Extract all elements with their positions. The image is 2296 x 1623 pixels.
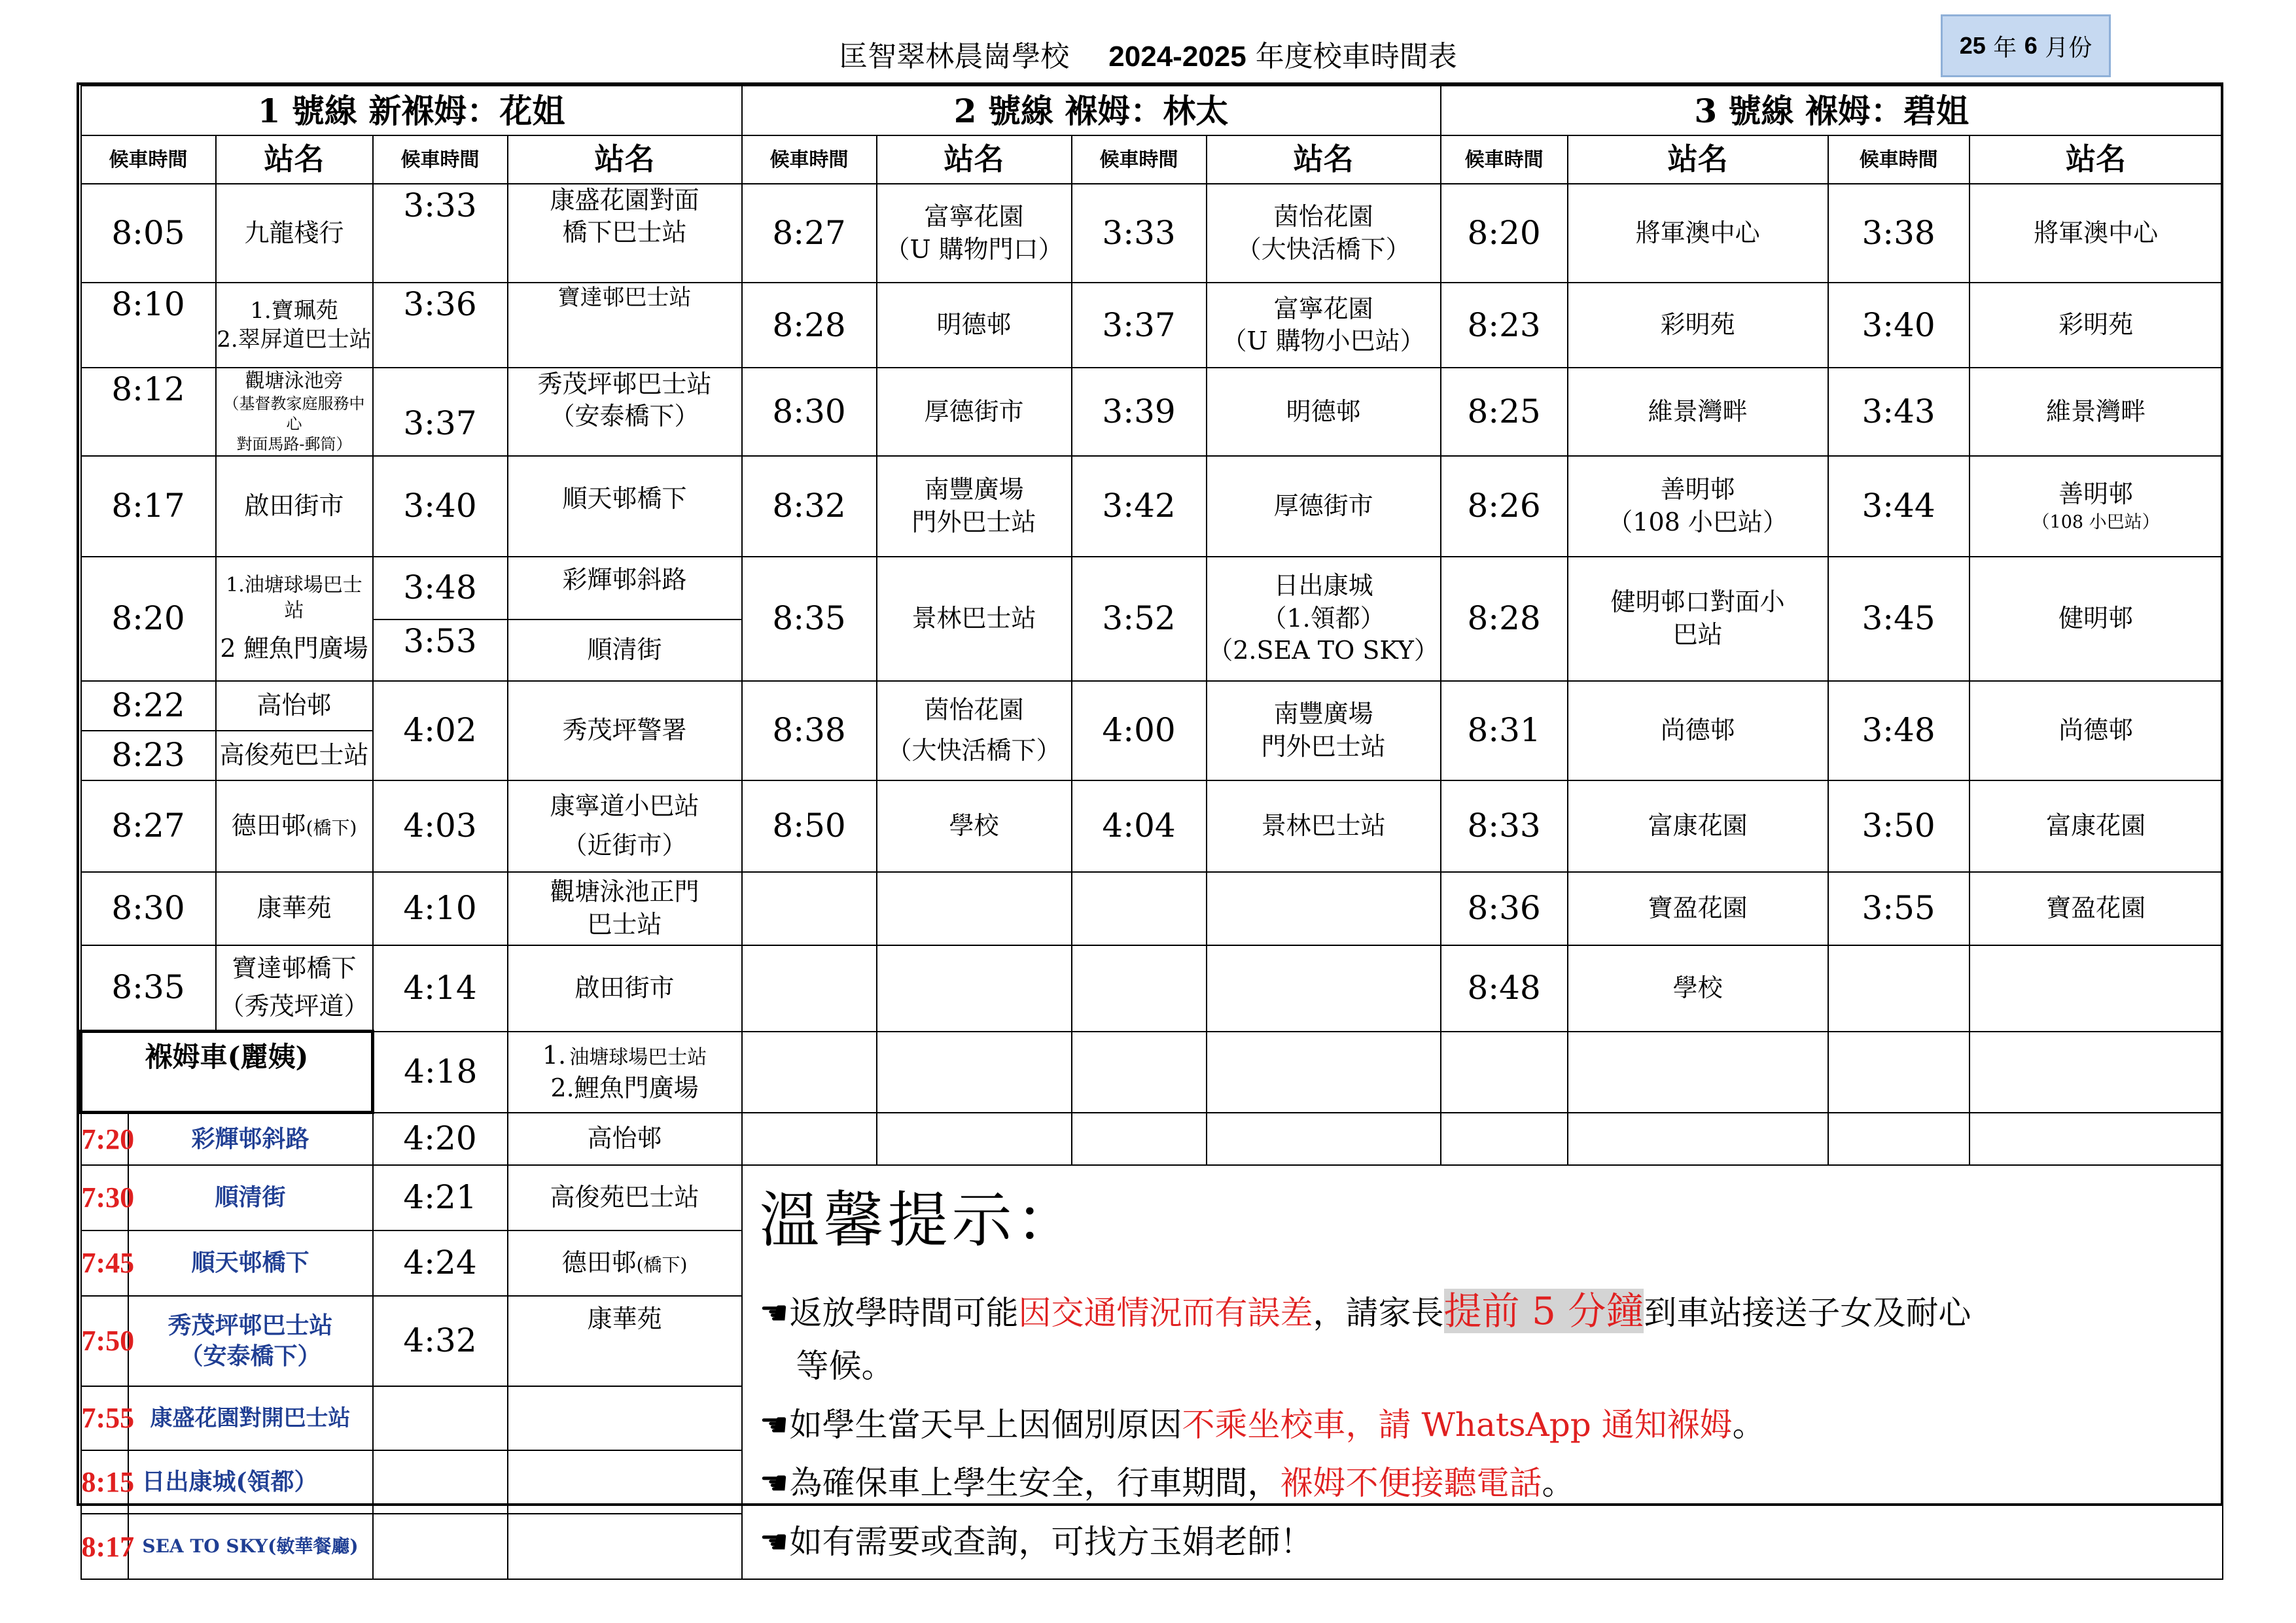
pointing-hand-icon: ☚ <box>759 1522 789 1561</box>
r1-am-time: 8:17 <box>81 456 216 557</box>
r1-am-stop: 1.油塘球場巴士站 2 鯉魚門廣場 <box>216 557 373 681</box>
r3-am-stop: 將軍澳中心 <box>1568 184 1828 283</box>
empty-cell <box>877 1113 1072 1165</box>
r1-pm-stop: 1. 油塘球場巴士站 2.鯉魚門廣場 <box>508 1032 742 1113</box>
note-4: ☚如有需要或查詢，可找方玉娟老師！ <box>760 1520 2222 1565</box>
r1-pm-time: 3:53 <box>373 620 508 681</box>
r1-am-time: 8:35 <box>81 945 216 1032</box>
empty-cell <box>508 1450 742 1514</box>
table-row <box>81 368 2223 456</box>
pointing-hand-icon: ☚ <box>759 1294 789 1333</box>
r1-am-time: 8:05 <box>81 184 216 283</box>
empty-cell <box>742 872 877 945</box>
r1-am-stop: 康華苑 <box>216 872 373 945</box>
route-header-row <box>81 86 2223 135</box>
month-badge: 25 年 6 月份 <box>1941 14 2111 77</box>
r1-am-stop: 九龍棧行 <box>216 184 373 283</box>
r1-pm-time: 3:36 <box>373 283 508 368</box>
r2-pm-stop: 富寧花園 （U 購物小巴站） <box>1207 283 1441 368</box>
col-stop: 站名 <box>1207 135 1441 184</box>
r3-pm-stop: 將軍澳中心 <box>1969 184 2223 283</box>
r2-am-stop: 學校 <box>877 780 1072 872</box>
r3-pm-time: 3:38 <box>1828 184 1969 283</box>
r2-pm-stop: 明德邨 <box>1207 368 1441 456</box>
nanny-stop: SEA TO SKY(敏華餐廳) <box>128 1514 373 1579</box>
route-3-header: 3 號線 褓姆：碧姐 <box>1441 86 2223 135</box>
r1-am-time: 8:27 <box>81 780 216 872</box>
table-row <box>81 872 2223 945</box>
r1-am-time: 8:10 <box>81 283 216 368</box>
empty-cell <box>1441 1032 1568 1113</box>
nanny-stop: 康盛花園對開巴士站 <box>128 1386 373 1450</box>
r3-pm-stop: 尚德邨 <box>1969 681 2223 780</box>
col-stop: 站名 <box>216 135 373 184</box>
r1-pm-stop: 康寧道小巴站 （近街市） <box>508 780 742 872</box>
table-row <box>81 456 2223 557</box>
empty-cell <box>1207 872 1441 945</box>
empty-cell <box>1828 1032 1969 1113</box>
empty-cell <box>1828 945 1969 1032</box>
r1-pm-stop: 彩輝邨斜路 <box>508 557 742 620</box>
school-name: 匡智翠林晨崗學校 <box>839 40 1070 73</box>
empty-cell <box>1969 1032 2223 1113</box>
table-row <box>81 1165 2223 1230</box>
r2-pm-time: 3:52 <box>1072 557 1207 681</box>
r3-am-stop: 維景灣畔 <box>1568 368 1828 456</box>
r3-am-time: 8:20 <box>1441 184 1568 283</box>
r3-am-time: 8:28 <box>1441 557 1568 681</box>
r3-am-stop: 寶盈花園 <box>1568 872 1828 945</box>
r3-am-time: 8:31 <box>1441 681 1568 780</box>
col-stop: 站名 <box>1568 135 1828 184</box>
r1-pm-stop: 順清街 <box>508 620 742 681</box>
nanny-stop: 順清街 <box>128 1165 373 1230</box>
empty-cell <box>742 1113 877 1165</box>
r2-pm-time: 4:04 <box>1072 780 1207 872</box>
r1-pm-time: 4:24 <box>373 1230 508 1296</box>
col-time: 候車時間 <box>373 135 508 184</box>
r2-am-time: 8:30 <box>742 368 877 456</box>
r2-am-stop: 富寧花園 （U 購物門口） <box>877 184 1072 283</box>
r2-pm-time: 3:33 <box>1072 184 1207 283</box>
col-time: 候車時間 <box>1072 135 1207 184</box>
r3-pm-stop: 健明邨 <box>1969 557 2223 681</box>
col-stop: 站名 <box>508 135 742 184</box>
nanny-time: 8:15 <box>81 1450 128 1514</box>
r3-pm-time: 3:48 <box>1828 681 1969 780</box>
nanny-stop: 秀茂坪邨巴士站 （安泰橋下） <box>128 1296 373 1386</box>
school-year: 2024-2025 <box>1108 41 1246 73</box>
r2-pm-stop: 景林巴士站 <box>1207 780 1441 872</box>
note-2: ☚如學生當天早上因個別原因不乘坐校車，請 WhatsApp 通知褓姆。 <box>760 1403 2222 1448</box>
empty-cell <box>1969 1113 2223 1165</box>
nanny-time: 7:20 <box>81 1113 128 1165</box>
r3-pm-time: 3:44 <box>1828 456 1969 557</box>
r2-pm-stop: 南豐廣場 門外巴士站 <box>1207 681 1441 780</box>
r1-pm-stop: 秀茂坪警署 <box>508 681 742 780</box>
r1-pm-stop: 德田邨(橋下) <box>508 1230 742 1296</box>
r2-pm-stop: 厚德街市 <box>1207 456 1441 557</box>
route-1-header: 1 號線 新褓姆：花姐 <box>81 86 742 135</box>
r1-am-time: 8:22 <box>81 681 216 731</box>
r2-am-stop: 明德邨 <box>877 283 1072 368</box>
r1-pm-time: 4:02 <box>373 681 508 780</box>
r2-pm-stop: 茵怡花園 （大快活橋下） <box>1207 184 1441 283</box>
col-time: 候車時間 <box>1441 135 1568 184</box>
empty-cell <box>1072 872 1207 945</box>
table-row <box>81 557 2223 620</box>
r1-pm-time: 4:32 <box>373 1296 508 1386</box>
r3-pm-time: 3:45 <box>1828 557 1969 681</box>
table-row <box>81 1113 2223 1165</box>
empty-cell <box>877 945 1072 1032</box>
empty-cell <box>877 1032 1072 1113</box>
r2-am-stop: 南豐廣場 門外巴士站 <box>877 456 1072 557</box>
r3-am-stop: 學校 <box>1568 945 1828 1032</box>
r2-pm-time: 4:00 <box>1072 681 1207 780</box>
empty-cell <box>1072 1032 1207 1113</box>
r3-am-stop: 彩明苑 <box>1568 283 1828 368</box>
r3-am-time: 8:36 <box>1441 872 1568 945</box>
r1-am-stop: 觀塘泳池旁 （基督教家庭服務中心 對面馬路-郵筒） <box>216 368 373 456</box>
empty-cell <box>373 1514 508 1579</box>
r2-am-time: 8:50 <box>742 780 877 872</box>
nanny-time: 7:45 <box>81 1230 128 1296</box>
r1-pm-time: 3:37 <box>373 368 508 456</box>
r3-am-time: 8:23 <box>1441 283 1568 368</box>
empty-cell <box>1828 1113 1969 1165</box>
r1-pm-time: 3:40 <box>373 456 508 557</box>
col-time: 候車時間 <box>742 135 877 184</box>
r1-pm-stop: 康盛花園對面 橋下巴士站 <box>508 184 742 283</box>
empty-cell <box>373 1386 508 1450</box>
col-time: 候車時間 <box>1828 135 1969 184</box>
table-row <box>81 1032 2223 1113</box>
r3-pm-time: 3:55 <box>1828 872 1969 945</box>
r1-pm-stop: 觀塘泳池正門 巴士站 <box>508 872 742 945</box>
pointing-hand-icon: ☚ <box>759 1464 789 1503</box>
empty-cell <box>742 1032 877 1113</box>
r1-am-time: 8:23 <box>81 731 216 780</box>
nanny-time: 7:30 <box>81 1165 128 1230</box>
r3-am-time: 8:33 <box>1441 780 1568 872</box>
route-2-header: 2 號線 褓姆：林太 <box>742 86 1441 135</box>
r3-am-stop: 健明邨口對面小 巴站 <box>1568 557 1828 681</box>
empty-cell <box>508 1386 742 1450</box>
r2-am-stop: 景林巴士站 <box>877 557 1072 681</box>
r3-pm-stop: 善明邨 （108 小巴站） <box>1969 456 2223 557</box>
empty-cell <box>1072 945 1207 1032</box>
r2-am-time: 8:35 <box>742 557 877 681</box>
nanny-stop: 日出康城(領都） <box>128 1450 373 1514</box>
column-header-row <box>81 135 2223 184</box>
r3-pm-stop: 維景灣畔 <box>1969 368 2223 456</box>
empty-cell <box>1207 1113 1441 1165</box>
empty-cell <box>1207 945 1441 1032</box>
r2-am-time: 8:28 <box>742 283 877 368</box>
notes-title: 溫馨提示： <box>759 1185 1080 1255</box>
r1-pm-time: 4:03 <box>373 780 508 872</box>
r1-am-time: 8:30 <box>81 872 216 945</box>
r1-pm-stop: 秀茂坪邨巴士站 （安泰橋下） <box>508 368 742 456</box>
r3-pm-time: 3:50 <box>1828 780 1969 872</box>
r3-am-stop: 富康花園 <box>1568 780 1828 872</box>
note-1: ☚返放學時間可能因交通情況而有誤差，請家長提前 5 分鐘到車站接送子女及耐心 <box>760 1285 2222 1336</box>
r1-pm-stop: 順天邨橋下 <box>508 456 742 557</box>
r2-am-time: 8:32 <box>742 456 877 557</box>
r1-am-stop: 高怡邨 <box>216 681 373 731</box>
table-row <box>81 184 2223 283</box>
table-row <box>81 780 2223 872</box>
timetable <box>77 82 2223 1563</box>
nanny-stop: 彩輝邨斜路 <box>128 1113 373 1165</box>
r1-am-stop: 啟田街市 <box>216 456 373 557</box>
r1-am-stop: 德田邨(橋下) <box>216 780 373 872</box>
r2-am-time: 8:27 <box>742 184 877 283</box>
r1-pm-stop: 寶達邨巴士站 <box>508 283 742 368</box>
empty-cell <box>373 1450 508 1514</box>
empty-cell <box>1072 1113 1207 1165</box>
r2-pm-time: 3:37 <box>1072 283 1207 368</box>
r3-pm-stop: 寶盈花園 <box>1969 872 2223 945</box>
r2-am-stop: 茵怡花園 （大快活橋下） <box>877 681 1072 780</box>
r1-am-time: 8:20 <box>81 557 216 681</box>
r3-am-stop: 尚德邨 <box>1568 681 1828 780</box>
title-suffix: 年度校車時間表 <box>1255 40 1457 73</box>
note-3: ☚為確保車上學生安全，行車期間，褓姆不便接聽電話。 <box>760 1461 2222 1506</box>
r2-pm-time: 3:39 <box>1072 368 1207 456</box>
r3-pm-stop: 彩明苑 <box>1969 283 2223 368</box>
r1-pm-time: 4:21 <box>373 1165 508 1230</box>
r1-pm-time: 4:20 <box>373 1113 508 1165</box>
nanny-time: 7:55 <box>81 1386 128 1450</box>
empty-cell <box>1969 945 2223 1032</box>
r2-pm-time: 3:42 <box>1072 456 1207 557</box>
r1-pm-stop: 啟田街市 <box>508 945 742 1032</box>
col-stop: 站名 <box>877 135 1072 184</box>
r1-pm-stop: 康華苑 <box>508 1296 742 1386</box>
nanny-time: 7:50 <box>81 1296 128 1386</box>
r2-am-stop: 厚德街市 <box>877 368 1072 456</box>
r1-am-stop: 高俊苑巴士站 <box>216 731 373 780</box>
empty-cell <box>742 945 877 1032</box>
note-1-cont: 等候。 <box>796 1347 894 1386</box>
r2-pm-stop: 日出康城 （1.領都） （2.SEA TO SKY） <box>1207 557 1441 681</box>
empty-cell <box>1207 1032 1441 1113</box>
empty-cell <box>1568 1113 1828 1165</box>
nanny-time: 8:17 <box>81 1514 128 1579</box>
r1-pm-time: 3:48 <box>373 557 508 620</box>
r3-pm-stop: 富康花園 <box>1969 780 2223 872</box>
empty-cell <box>877 872 1072 945</box>
r1-pm-time: 3:33 <box>373 184 508 283</box>
r3-am-stop: 善明邨 （108 小巴站） <box>1568 456 1828 557</box>
r1-pm-time: 4:14 <box>373 945 508 1032</box>
nanny-car-title: 褓姆車(麗姨) <box>81 1032 373 1113</box>
nanny-stop: 順天邨橋下 <box>128 1230 373 1296</box>
notes-panel <box>742 1165 2223 1580</box>
r2-am-time: 8:38 <box>742 681 877 780</box>
r3-am-time: 8:26 <box>1441 456 1568 557</box>
r1-am-time: 8:12 <box>81 368 216 456</box>
col-time: 候車時間 <box>81 135 216 184</box>
r1-pm-stop: 高俊苑巴士站 <box>508 1165 742 1230</box>
r1-pm-time: 4:10 <box>373 872 508 945</box>
table-row <box>81 945 2223 1032</box>
r1-pm-time: 4:18 <box>373 1032 508 1113</box>
r1-pm-stop: 高怡邨 <box>508 1113 742 1165</box>
r3-am-time: 8:48 <box>1441 945 1568 1032</box>
empty-cell <box>1568 1032 1828 1113</box>
col-stop: 站名 <box>1969 135 2223 184</box>
pointing-hand-icon: ☚ <box>759 1405 789 1444</box>
r1-am-stop: 寶達邨橋下 （秀茂坪道） <box>216 945 373 1032</box>
r3-am-time: 8:25 <box>1441 368 1568 456</box>
r1-am-stop: 1.寶珮苑 2.翠屏道巴士站 <box>216 283 373 368</box>
r3-pm-time: 3:43 <box>1828 368 1969 456</box>
empty-cell <box>1441 1113 1568 1165</box>
table-row <box>81 681 2223 731</box>
r3-pm-time: 3:40 <box>1828 283 1969 368</box>
table-row <box>81 283 2223 368</box>
empty-cell <box>508 1514 742 1579</box>
